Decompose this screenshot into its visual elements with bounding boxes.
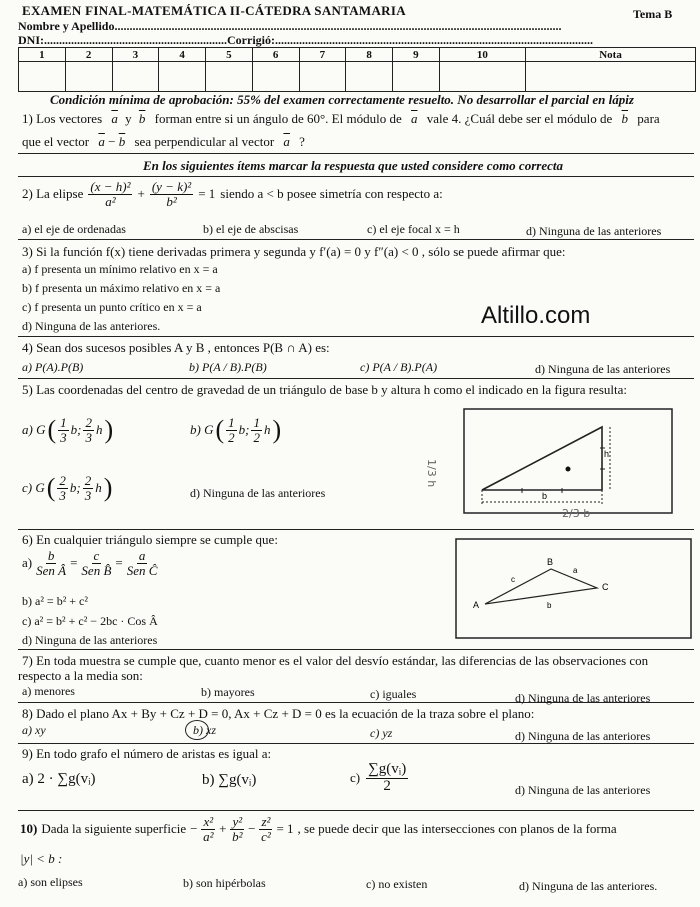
divider — [18, 649, 694, 650]
triangle-shape — [482, 427, 602, 490]
question-8-option-c[interactable]: c) yz — [370, 726, 393, 740]
dni-dots: ............................................................. — [44, 33, 227, 47]
divider — [18, 239, 694, 240]
question-7-option-a[interactable]: a) menores — [22, 684, 75, 698]
grade-cell-2[interactable] — [65, 62, 112, 92]
question-6-option-c[interactable]: c) a² = b² + c² − 2bc · Cos Â — [22, 614, 158, 628]
question-8-stem: 8) Dado el plano Ax + By + Cz + D = 0, Ax + Cz + D = 0 es la ecuación de la traza sobre el plano: — [22, 706, 535, 721]
question-3-option-c[interactable]: c) f presenta un punto crítico en x = a — [22, 300, 202, 314]
question-5-option-b[interactable]: b) G ( $\frac{1}{2}$ b; $\frac{1}{2}$ h ) — [190, 414, 282, 445]
section-instructions: En los siguientes ítems marcar la respuesta que usted considere como correcta — [143, 158, 563, 173]
question-9-stem: 9) En todo grafo el número de aristas es igual a: — [22, 746, 272, 761]
question-6-option-a[interactable]: a) $\frac{b}{\text{Sen Â}}$ = $\frac{c}{\text{Sen B̂}}$ = $\frac{a}{\text{Sen Ĉ}}$ — [22, 548, 158, 578]
divider — [18, 702, 694, 703]
watermark: Altillo.com — [481, 302, 591, 329]
question-7-option-c[interactable]: c) iguales — [370, 687, 417, 701]
grade-cell-1[interactable] — [19, 62, 66, 92]
grade-header-5: 5 — [206, 48, 253, 62]
question-2-option-a[interactable]: a) el eje de ordenadas — [22, 222, 126, 236]
question-6-option-b[interactable]: b) a² = b² + c² — [22, 594, 88, 608]
question-7-option-b[interactable]: b) mayores — [201, 685, 255, 699]
question-3-option-a[interactable]: a) f presenta un mínimo relativo en x = a — [22, 262, 218, 276]
grade-cell-11[interactable] — [526, 62, 696, 92]
divider — [18, 810, 694, 811]
grade-cell-7[interactable] — [299, 62, 346, 92]
question-4-option-c[interactable]: c) P(A / B).P(A) — [360, 360, 438, 374]
exam-title: EXAMEN FINAL-MATEMÁTICA II-CÁTEDRA SANTAMARIA — [22, 3, 406, 18]
grade-cell-5[interactable] — [206, 62, 253, 92]
question-9-option-c[interactable]: c) $\frac{\text{∑g(vᵢ)}}{2}$ — [350, 761, 407, 794]
dni-label: DNI: — [18, 33, 44, 47]
grade-cell-9[interactable] — [393, 62, 440, 92]
grade-cell-3[interactable] — [112, 62, 159, 92]
corrigio-dots: .......................................................................................................... — [274, 33, 593, 47]
tema-label: Tema B — [633, 7, 673, 21]
question-10-option-a[interactable]: a) son elipses — [18, 875, 83, 889]
centroid-point — [566, 467, 571, 472]
question-4-option-d[interactable]: d) Ninguna de las anteriores — [535, 362, 671, 376]
question-8-option-d[interactable]: d) Ninguna de las anteriores — [515, 729, 651, 743]
vector-b: $\overline{b}$ — [138, 111, 146, 126]
divider — [18, 743, 694, 744]
question-3-stem: 3) Si la función f(x) tiene derivadas primera y segunda y f′(a) = 0 y f″(a) < 0 , sólo se puede afirmar que: — [22, 244, 566, 259]
question-2-stem: 2) La elipse $\frac{\text{(x − h)²}}{\text{a²}}$ + $\frac{\text{(y − k)²}}{\text{b²}}$ = 1 siendo a < b posee simetría con respecto a: — [22, 179, 443, 209]
question-6-option-d[interactable]: d) Ninguna de las anteriores — [22, 633, 158, 647]
grade-cell-4[interactable] — [159, 62, 206, 92]
grade-header-8: 8 — [346, 48, 393, 62]
side-a-label: a — [573, 566, 578, 575]
grade-cell-10[interactable] — [439, 62, 525, 92]
question-10-option-d[interactable]: d) Ninguna de las anteriores. — [519, 879, 658, 893]
grade-header-2: 2 — [65, 48, 112, 62]
triangle-centroid-figure — [425, 405, 680, 530]
grade-header-9: 9 — [393, 48, 440, 62]
question-4-option-a[interactable]: a) P(A).P(B) — [22, 360, 84, 374]
pencil-note-left: 1/3 h — [425, 459, 438, 488]
vertex-a-label: A — [473, 600, 480, 610]
grade-header-4: 4 — [159, 48, 206, 62]
question-2-option-b[interactable]: b) el eje de abscisas — [203, 222, 299, 236]
question-3-option-d[interactable]: d) Ninguna de las anteriores. — [22, 319, 161, 333]
vertex-c-label: C — [602, 582, 609, 592]
grade-table-header-row — [19, 48, 696, 62]
figure-h-label: h — [604, 449, 610, 459]
divider — [18, 153, 694, 154]
question-4-stem: 4) Sean dos sucesos posibles A y B , entonces P(B ∩ A) es: — [22, 340, 330, 355]
divider — [18, 378, 694, 379]
grade-cell-6[interactable] — [252, 62, 299, 92]
grade-table — [18, 47, 696, 92]
grade-cell-8[interactable] — [346, 62, 393, 92]
grade-header-3: 3 — [112, 48, 159, 62]
grade-header-11: Nota — [526, 48, 696, 62]
side-c-label: c — [511, 575, 515, 584]
question-3-option-b[interactable]: b) f presenta un máximo relativo en x = a — [22, 281, 221, 295]
question-5-option-c[interactable]: c) G ( $\frac{2}{3}$ b; $\frac{2}{3}$ h ) — [22, 472, 113, 503]
grade-table-value-row[interactable] — [19, 62, 696, 92]
name-line[interactable] — [18, 19, 561, 34]
question-5-option-d[interactable]: d) Ninguna de las anteriores — [190, 486, 326, 500]
question-9-option-a[interactable]: a) 2 · ∑g(vᵢ) — [22, 771, 96, 787]
corrigio-label: Corrigió: — [227, 33, 275, 47]
vector-a: $\overline{a}$ — [111, 111, 118, 126]
question-10-option-c[interactable]: c) no existen — [366, 877, 428, 891]
vertex-b-label: B — [547, 557, 554, 567]
divider — [18, 176, 694, 177]
question-7-stem-line-2: respecto a la media son: — [18, 668, 143, 683]
question-2-option-d[interactable]: d) Ninguna de las anteriores — [526, 224, 662, 238]
question-1-line-2: que el vector $\overline{a} - \overline{b}$ sea perpendicular al vector $\overline{a}$ ? — [22, 134, 305, 149]
dni-line[interactable] — [18, 33, 593, 48]
triangle-abc-figure — [455, 538, 693, 640]
question-6-stem: 6) En cualquier triángulo siempre se cumple que: — [22, 532, 278, 547]
question-5-stem: 5) Las coordenadas del centro de gravedad de un triángulo de base b y altura h como el indicado en la figura resulta: — [22, 382, 627, 397]
question-10-option-b[interactable]: b) son hipérbolas — [183, 876, 266, 890]
question-1-line-1: 1) Los vectores $\overline{a}$ y $\overline{b}$ forman entre si un ángulo de 60°. El módulo de $\overline{a}$ vale 4. ¿Cuál debe ser el módulo de $\overline{b}$ para — [22, 111, 660, 126]
grade-header-1: 1 — [19, 48, 66, 62]
question-7-stem-line-1: 7) En toda muestra se cumple que, cuanto menor es el valor del desvío estándar, las diferencias de las observaciones con — [22, 653, 649, 668]
question-2-option-c[interactable]: c) el eje focal x = h — [367, 222, 460, 236]
pencil-note-bottom: 2/3 b — [562, 507, 591, 520]
question-8-option-a[interactable]: a) xy — [22, 723, 46, 737]
side-b-label: b — [547, 601, 552, 610]
grade-header-6: 6 — [252, 48, 299, 62]
question-10-stem: 10) Dada la siguiente superficie − $\frac{\text{x²}}{\text{a²}}$ + $\frac{\text{y²}}{\text{b²}}$ − $\frac{\text{z²}}{\text{c²}}$ = 1 , se puede decir que las intersecciones con planos de la forma — [20, 814, 617, 844]
divider — [18, 336, 694, 337]
divider — [18, 529, 694, 530]
question-9-option-d[interactable]: d) Ninguna de las anteriores — [515, 783, 651, 797]
grade-header-10: 10 — [439, 48, 525, 62]
question-4-option-b[interactable]: b) P(A / B).P(B) — [189, 360, 267, 374]
grade-header-7: 7 — [299, 48, 346, 62]
approval-condition: Condición mínima de aprobación: 55% del examen correctamente resuelto. No desarrollar el parcial en lápiz — [50, 92, 634, 107]
question-5-option-a[interactable]: a) G ( $\frac{1}{3}$ b; $\frac{2}{3}$ h ) — [22, 414, 114, 445]
name-label: Nombre y Apellido — [18, 19, 115, 33]
question-8-option-b[interactable]: b) xz — [193, 723, 216, 737]
name-dots: ..................................................................................................................................................... — [114, 19, 562, 33]
figure-b-label: b — [542, 491, 548, 501]
question-7-option-d[interactable]: d) Ninguna de las anteriores — [515, 691, 651, 705]
question-10-condition: |y| < b : — [20, 851, 63, 866]
question-9-option-b[interactable]: b) ∑g(vᵢ) — [202, 772, 257, 788]
